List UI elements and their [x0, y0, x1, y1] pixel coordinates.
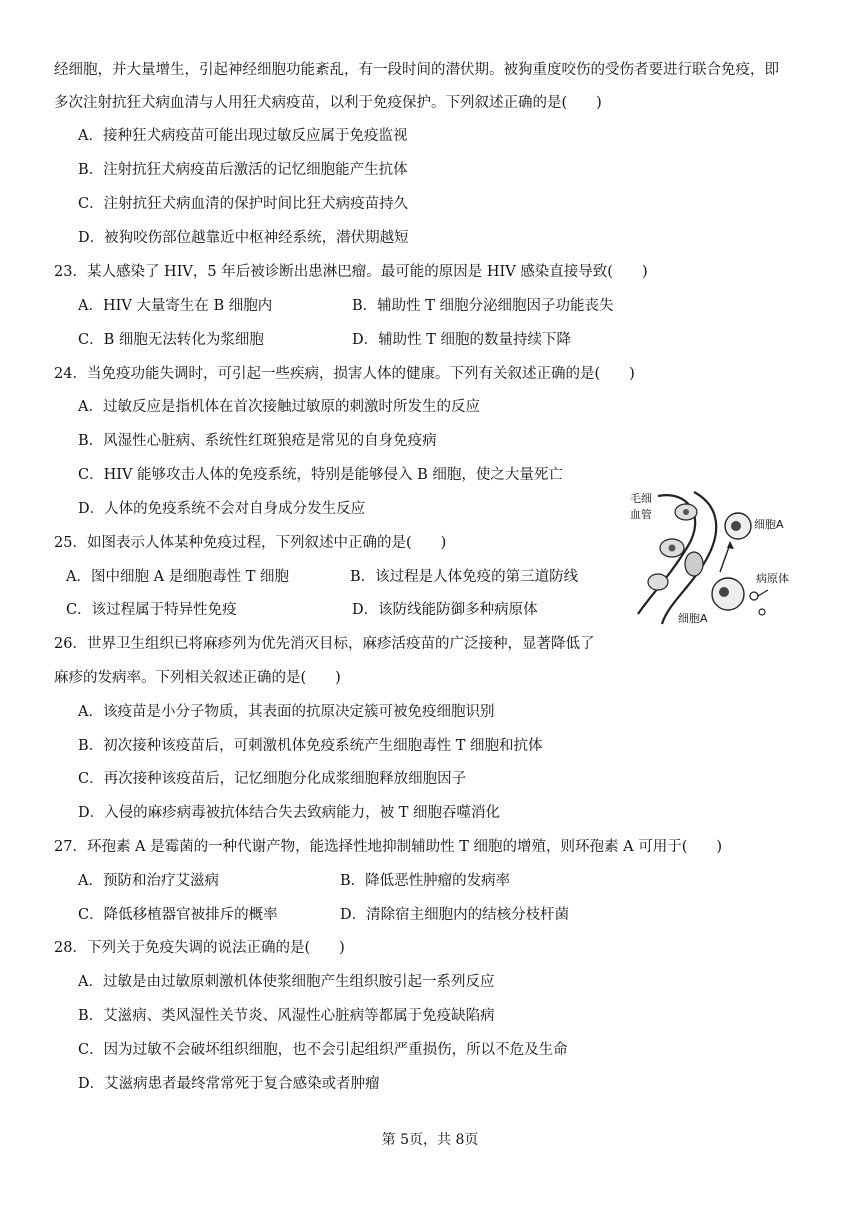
q27-option-a: A．预防和治疗艾滋病	[78, 873, 219, 889]
q22-option-d: D．被狗咬伤部位越靠近中枢神经系统，潜伏期越短	[78, 230, 409, 246]
q26-option-d: D．入侵的麻疹病毒被抗体结合失去致病能力，被 T 细胞吞噬消化	[78, 805, 501, 821]
q25-option-a: A．图中细胞 A 是细胞毒性 T 细胞	[66, 569, 290, 585]
q28-stem: 28．下列关于免疫失调的说法正确的是( )	[54, 940, 345, 956]
cell-a-bottom-nucleus	[719, 587, 729, 597]
q23-option-a: A．HIV 大量寄生在 B 细胞内	[78, 298, 273, 314]
q27-stem: 27．环孢素 A 是霉菌的一种代谢产物，能选择性地抑制辅助性 T 细胞的增殖，则环孢素 A 可用于( )	[54, 839, 723, 855]
q23-option-d: D．辅助性 T 细胞的数量持续下降	[352, 332, 572, 348]
pathogen	[750, 592, 758, 600]
q28-option-b: B．艾滋病、类风湿性关节炎、风湿性心脏病等都属于免疫缺陷病	[78, 1008, 495, 1024]
q28-option-d: D．艾滋病患者最终常常死于复合感染或者肿瘤	[78, 1076, 380, 1092]
pathogen-arrow	[758, 590, 768, 596]
page-number: 第 5页，共 8页	[381, 1132, 479, 1148]
q23-option-c: C．B 细胞无法转化为浆细胞	[78, 332, 264, 348]
q28-option-c: C．因为过敏不会破坏组织细胞，也不会引起组织严重损伤，所以不危及生命	[78, 1042, 568, 1058]
q26-option-a: A．该疫苗是小分子物质，其表面的抗原决定簇可被免疫细胞识别	[78, 704, 495, 720]
q22-option-a: A．接种狂犬病疫苗可能出现过敏反应属于免疫监视	[78, 128, 408, 144]
q25-option-c: C．该过程属于特异性免疫	[66, 602, 237, 618]
cell-a-bottom-label: 细胞A	[678, 612, 708, 625]
blood-cell-nucleus	[683, 509, 689, 515]
q25-option-b: B．该过程是人体免疫的第三道防线	[350, 569, 579, 585]
q22-option-c: C．注射抗狂犬病血清的保护时间比狂犬病疫苗持久	[78, 196, 409, 212]
immune-process-diagram	[628, 486, 796, 626]
q24-option-a: A．过敏反应是指机体在首次接触过敏原的刺激时所发生的反应	[78, 399, 480, 415]
q26-stem-line-2: 麻疹的发病率。下列相关叙述正确的是( )	[54, 670, 341, 686]
q24-stem: 24．当免疫功能失调时，可引起一些疾病，损害人体的健康。下列有关叙述正确的是( )	[54, 366, 635, 382]
q28-option-a: A．过敏是由过敏原刺激机体使浆细胞产生组织胺引起一系列反应	[78, 974, 495, 990]
q27-option-d: D．清除宿主细胞内的结核分枝杆菌	[340, 907, 570, 923]
cell-a-top-label: 细胞A	[754, 518, 784, 531]
cell-a-nucleus	[731, 521, 741, 531]
immune-process-figure	[628, 486, 796, 626]
pathogen-label: 病原体	[756, 572, 789, 585]
q25-stem: 25．如图表示人体某种免疫过程，下列叙述中正确的是( )	[54, 535, 447, 551]
q22-option-b: B．注射抗狂犬病疫苗后激活的记忆细胞能产生抗体	[78, 162, 408, 178]
q24-option-b: B．风湿性心脏病、系统性红斑狼疮是常见的自身免疫病	[78, 433, 437, 449]
q23-option-b: B．辅助性 T 细胞分泌细胞因子功能丧失	[352, 298, 614, 314]
q25-option-d: D．该防线能防御多种病原体	[352, 602, 538, 618]
q27-option-c: C．降低移植器官被排斥的概率	[78, 907, 278, 923]
vessel-label-2: 血管	[630, 508, 652, 521]
intro-line-2: 多次注射抗狂犬病血清与人用狂犬病疫苗，以利于免疫保护。下列叙述正确的是( )	[54, 95, 602, 111]
pathogen	[759, 609, 765, 615]
migrating-cell	[685, 552, 703, 576]
arrow-head	[727, 541, 734, 549]
q23-stem: 23．某人感染了 HIV，5 年后被诊断出患淋巴瘤。最可能的原因是 HIV 感染直接导致( )	[54, 264, 648, 280]
q24-option-d: D．人体的免疫系统不会对自身成分发生反应	[78, 501, 366, 517]
vessel-label-1: 毛细	[630, 492, 652, 505]
q27-option-b: B．降低恶性肿瘤的发病率	[340, 873, 511, 889]
q26-option-c: C．再次接种该疫苗后，记忆细胞分化成浆细胞释放细胞因子	[78, 771, 467, 787]
q24-option-c: C．HIV 能够攻击人体的免疫系统，特别是能够侵入 B 细胞，使之大量死亡	[78, 467, 563, 483]
blood-cell	[648, 574, 668, 590]
q26-stem-line-1: 26．世界卫生组织已将麻疹列为优先消灭目标，麻疹活疫苗的广泛接种，显著降低了	[54, 636, 595, 652]
q26-option-b: B．初次接种该疫苗后，可刺激机体免疫系统产生细胞毒性 T 细胞和抗体	[78, 738, 543, 754]
blood-cell-nucleus	[669, 545, 676, 552]
intro-line-1: 经细胞，并大量增生，引起神经细胞功能紊乱，有一段时间的潜伏期。被狗重度咬伤的受伤者要进行联合免疫，即	[54, 62, 779, 78]
